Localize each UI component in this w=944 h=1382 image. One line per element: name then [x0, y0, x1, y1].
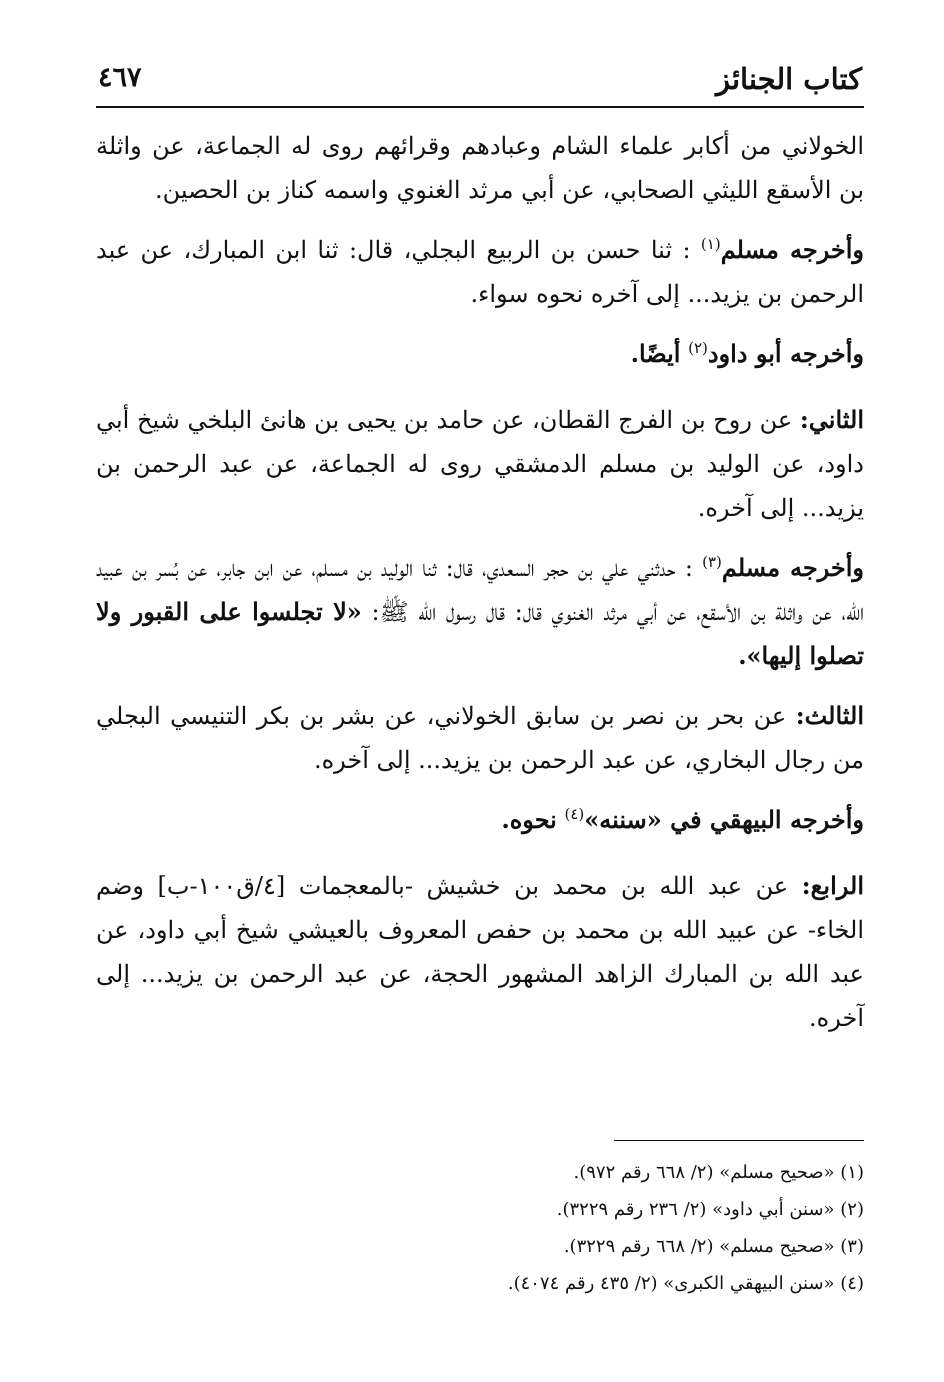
footnote-ref-3: (٣) [702, 553, 722, 571]
paragraph-3-text: أيضًا. [630, 339, 681, 368]
paragraph-8-text: عن عبد الله بن محمد بن خشيش -بالمعجمات [٤/ق١٠٠-ب] وضم الخاء- عن عبيد الله بن محمد بن حفص المعروف بالعيشي شيخ أبي داود، عن عبد الله بن المبارك الزاهد المشهور الحجة، عن عبد الرحمن بن يزيد... إلى آخره. [96, 872, 864, 1032]
paragraph-5-lead: وأخرجه مسلم [721, 553, 864, 582]
footnote-4: (٤) «سنن البيهقي الكبرى» (٢/ ٤٣٥ رقم ٤٠٧٤). [507, 1273, 864, 1294]
paragraph-3 [96, 332, 864, 376]
paragraph-5 [96, 546, 864, 678]
footnote-3: (٣) «صحيح مسلم» (٢/ ٦٦٨ رقم ٣٢٢٩). [563, 1236, 864, 1257]
paragraph-8 [96, 864, 864, 1040]
paragraph-8-lead: الرابع: [801, 871, 864, 900]
footnotes [96, 1154, 864, 1302]
paragraph-4-lead: الثاني: [799, 405, 864, 434]
paragraph-7-lead: وأخرجه البيهقي في «سننه» [584, 805, 864, 834]
page-number: ٤٦٧ [98, 62, 142, 93]
paragraph-6 [96, 694, 864, 782]
footnote-ref-2: (٢) [688, 339, 708, 357]
footnote-ref-1: (١) [700, 235, 721, 253]
footnote-divider [614, 1140, 864, 1141]
paragraph-4-text: عن روح بن الفرج القطان، عن حامد بن يحيى بن هانئ البلخي شيخ أبي داود، عن الوليد بن مسلم الدمشقي روى له الجماعة، عن عبد الرحمن بن يزيد... إلى آخره. [96, 406, 864, 522]
hadith-quote: «لا تجلسوا على القبور ولا تصلوا إليها». [96, 597, 864, 670]
footnote-ref-4: (٤) [564, 805, 585, 823]
page-header [96, 54, 864, 108]
paragraph-2-text: : ثنا حسن بن الربيع البجلي، قال: ثنا ابن المبارك، عن عبد الرحمن بن يزيد... إلى آخره نحوه سواء. [96, 236, 864, 308]
paragraph-4 [96, 398, 864, 530]
paragraph-5-text: : حدثني علي بن حجر السعدي، قال: ثنا الوليد بن مسلم، عن ابن جابر، عن بُسر بن عبيد الله، عن واثلة بن الأسقع، عن أبي مرثد الغنوي قال: قال رسول الله ﷺ: [96, 554, 865, 626]
paragraph-3-lead: وأخرجه أبو داود [707, 339, 864, 368]
paragraph-2 [96, 228, 864, 316]
paragraph-1 [96, 124, 864, 212]
footnote-1: (١) «صحيح مسلم» (٢/ ٦٦٨ رقم ٩٧٢). [573, 1162, 864, 1183]
paragraph-7 [96, 798, 864, 842]
footnote-2: (٢) «سنن أبي داود» (٢/ ٢٣٦ رقم ٣٢٢٩). [556, 1199, 864, 1220]
paragraph-1-text: الخولاني من أكابر علماء الشام وعبادهم وقرائهم روى له الجماعة، عن واثلة بن الأسقع الليثي الصحابي، عن أبي مرثد الغنوي واسمه كناز بن الحصين. [96, 132, 864, 204]
paragraph-6-lead: الثالث: [795, 701, 864, 730]
main-text [96, 124, 864, 1040]
paragraph-6-text: عن بحر بن نصر بن سابق الخولاني، عن بشر بن بكر التنيسي البجلي من رجال البخاري، عن عبد الرحمن بن يزيد... إلى آخره. [96, 702, 864, 774]
paragraph-7-text: نحوه. [501, 805, 557, 834]
chapter-title: كتاب الجنائز [715, 62, 862, 96]
paragraph-2-lead: وأخرجه مسلم [720, 235, 865, 264]
